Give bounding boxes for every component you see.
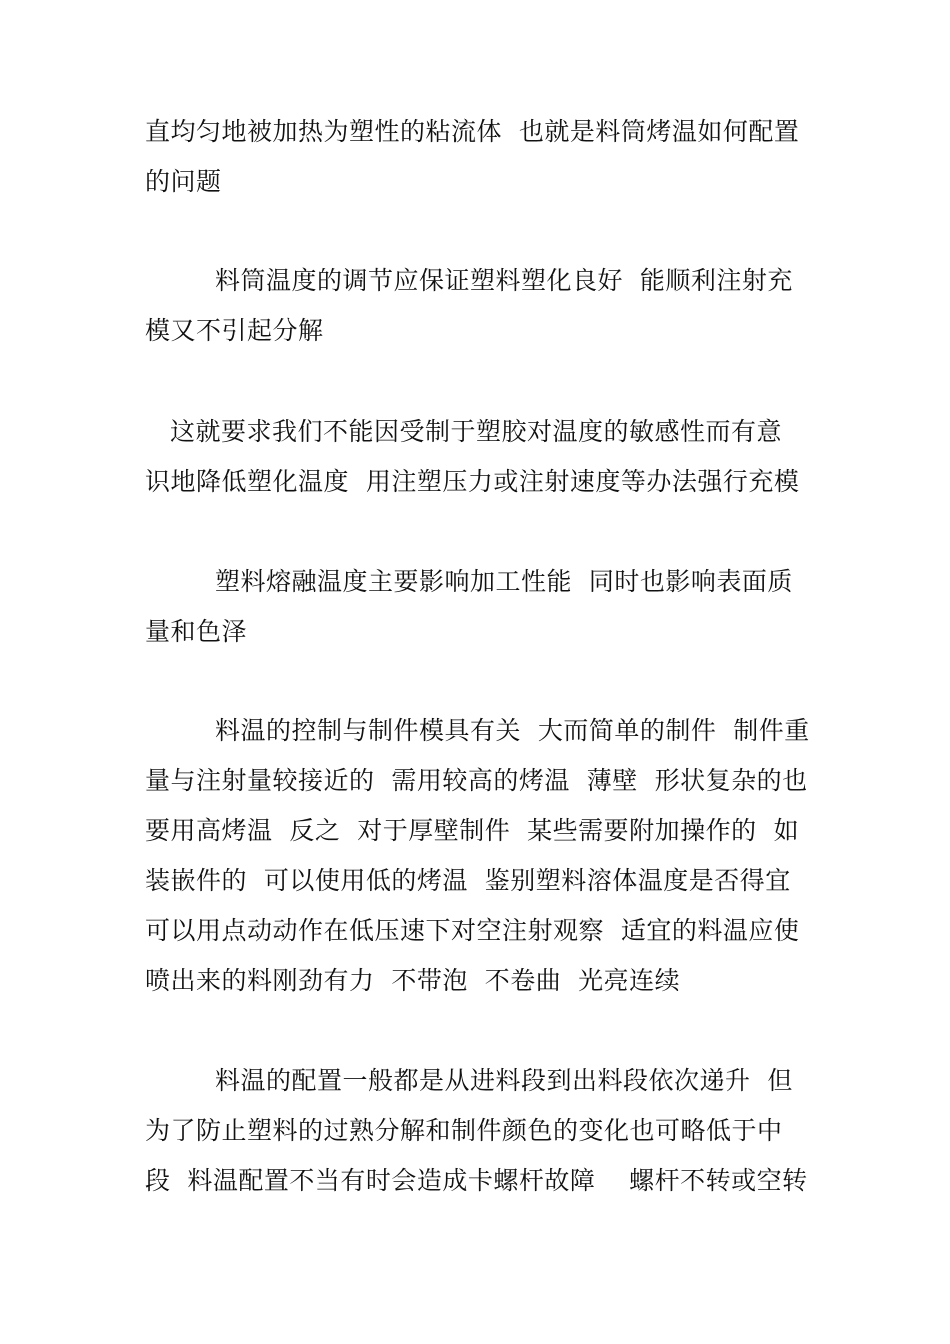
- text-line: 料筒温度的调节应保证塑料塑化良好 能顺利注射充: [215, 266, 793, 295]
- text-line: 要用高烤温 反之 对于厚壁制件 某些需要附加操作的 如: [145, 816, 800, 845]
- text-line: 的问题: [145, 167, 222, 196]
- text-line: 塑料熔融温度主要影响加工性能 同时也影响表面质: [215, 567, 793, 596]
- text-line: 直均匀地被加热为塑性的粘流体 也就是料筒烤温如何配置: [145, 117, 800, 146]
- text-line: 可以用点动动作在低压速下对空注射观察 适宜的料温应使: [145, 916, 800, 945]
- text-line: 这就要求我们不能因受制于塑胶对温度的敏感性而有意: [170, 417, 783, 446]
- text-line: 料温的控制与制件模具有关 大而简单的制件 制件重: [215, 716, 810, 745]
- text-line: 量和色泽: [145, 617, 248, 646]
- text-line: 料温的配置一般都是从进料段到出料段依次递升 但: [215, 1066, 793, 1095]
- text-line: 喷出来的料刚劲有力 不带泡 不卷曲 光亮连续: [145, 966, 681, 995]
- text-line: 识地降低塑化温度 用注塑压力或注射速度等办法强行充模: [145, 467, 800, 496]
- text-line: 为了防止塑料的过熟分解和制件颜色的变化也可略低于中: [145, 1116, 783, 1145]
- text-line: 模又不引起分解: [145, 316, 324, 345]
- text-line: 段 料温配置不当有时会造成卡螺杆故障 螺杆不转或空转: [145, 1166, 808, 1195]
- text-line: 量与注射量较接近的 需用较高的烤温 薄壁 形状复杂的也: [145, 766, 808, 795]
- text-line: 装嵌件的 可以使用低的烤温 鉴别塑料溶体温度是否得宜: [145, 866, 791, 895]
